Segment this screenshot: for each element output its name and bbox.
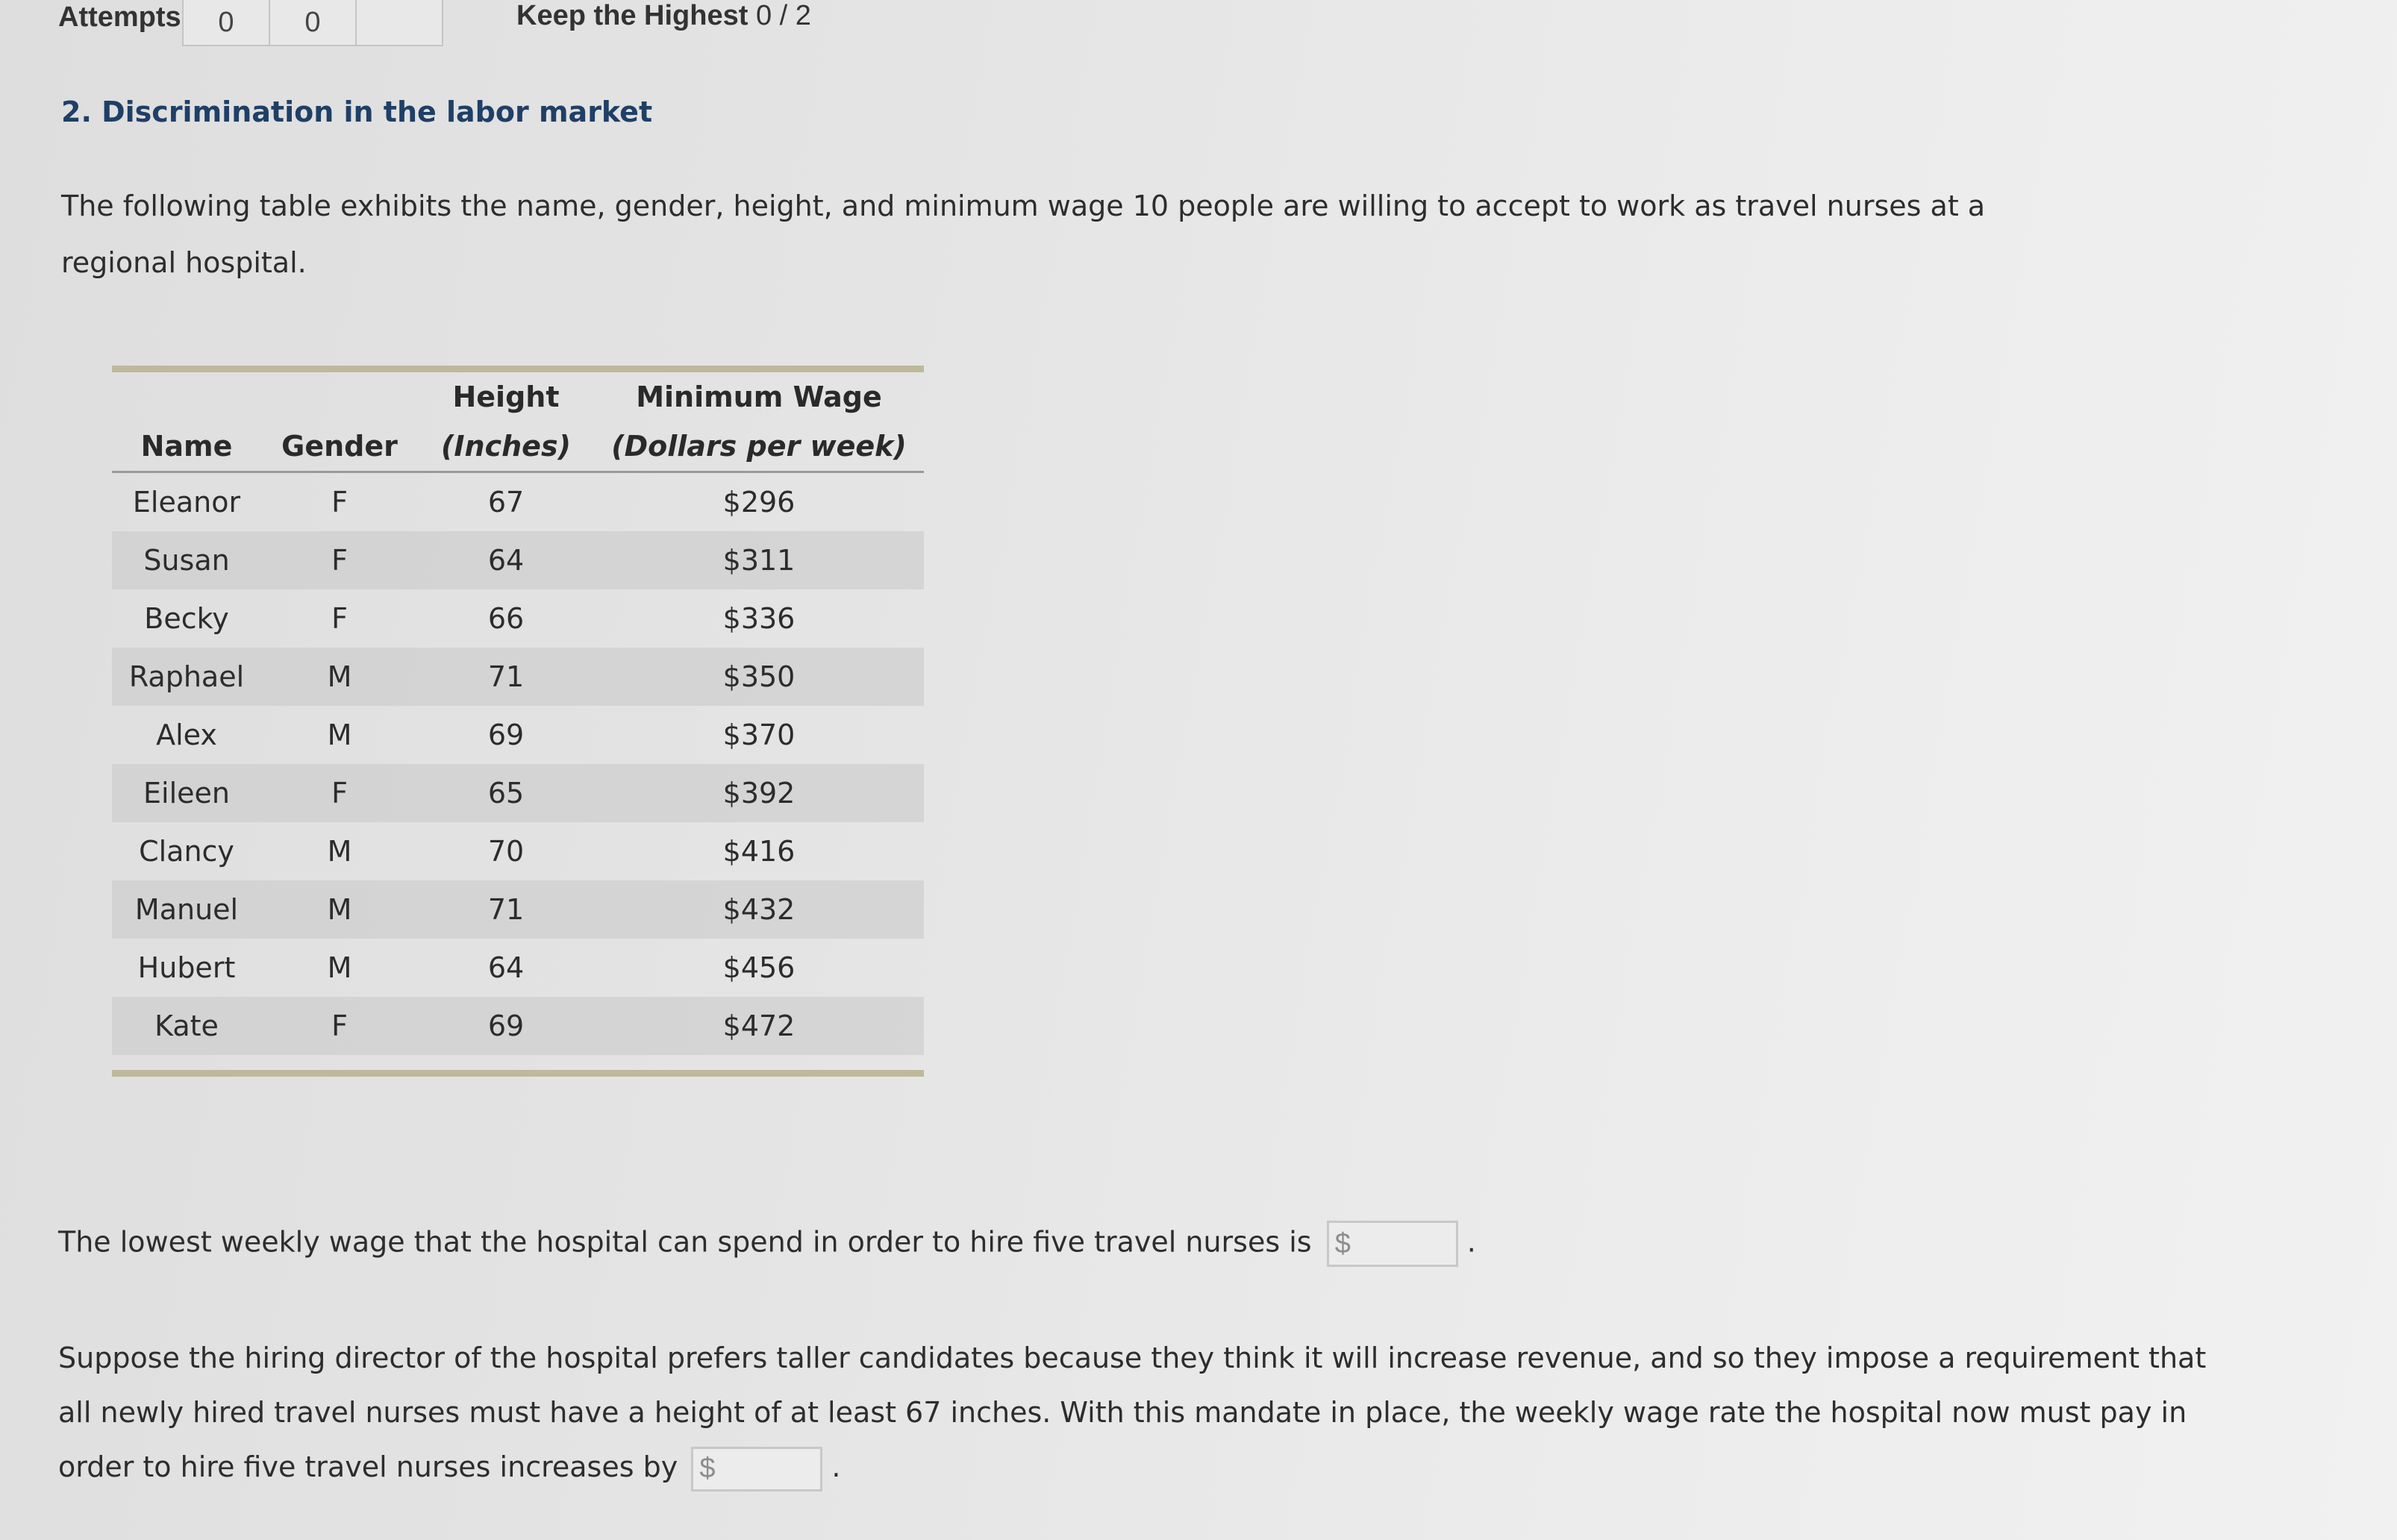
header-top-wage: Minimum Wage [636,381,882,413]
cell-wage: $472 [594,997,924,1055]
table-row [112,822,924,880]
cell-gender: M [327,951,352,984]
header-top-name [112,372,261,422]
cell-wage: $456 [722,951,796,984]
cell-wage: $311 [594,531,924,589]
cell-height: 66 [487,602,525,635]
question-2 [58,1331,2207,1494]
header-top-gender [261,372,418,422]
table-row [112,939,924,997]
cell-height: 64 [418,531,594,589]
cell-name: Eleanor [132,486,241,519]
cell-wage: $296 [722,486,796,519]
question-1-end: . [1466,1225,1476,1259]
table-row [112,706,924,764]
cell-wage: $370 [722,719,796,751]
header-wage-unit: (Dollars per week) [594,422,924,472]
table-row [112,589,924,648]
cell-height: 71 [418,880,594,939]
cell-gender: M [327,719,352,751]
question-1-text: The lowest weekly wage that the hospital can spend in order to hire five travel nurses is [58,1225,1312,1259]
cell-gender: F [331,602,348,635]
attempt-box-3 [355,0,443,46]
cell-wage: $392 [594,764,924,822]
cell-name: Susan [112,531,261,589]
nurse-data-table [112,372,924,1055]
cell-gender: F [261,997,418,1055]
attempt-box-2: 0 [269,0,357,46]
table-row [112,472,924,532]
cell-gender: F [261,531,418,589]
section-title: 2. Discrimination in the labor market [61,96,653,128]
keep-highest-score: 0 / 2 [755,0,811,31]
cell-wage: $432 [594,880,924,939]
cell-name: Clancy [139,835,234,868]
cell-wage: $416 [722,835,796,868]
attempt-box-1: 0 [182,0,270,46]
header-name: Name [112,422,261,472]
cell-height: 65 [418,764,594,822]
table-top-rule [112,366,924,372]
header-height-unit: (Inches) [418,422,594,472]
lowest-wage-input[interactable] [1327,1221,1458,1267]
table-row [112,531,924,589]
header-top-height: Height [452,381,560,413]
cell-gender: F [331,486,348,519]
attempts-label: Attempts [58,1,181,33]
intro-paragraph: The following table exhibits the name, gender, height, and minimum wage 10 people are willing to accept to work as travel nurses at a regional hospital. [61,190,1986,279]
cell-height: 67 [487,486,525,519]
cell-gender: F [261,764,418,822]
cell-gender: M [261,880,418,939]
cell-height: 70 [487,835,525,868]
cell-name: Raphael [112,648,261,706]
dollar-prefix: $ [1334,1227,1351,1259]
header-gender: Gender [261,422,418,472]
cell-height: 69 [418,997,594,1055]
table-row [112,997,924,1055]
cell-name: Eileen [112,764,261,822]
keep-highest-text: Keep the Highest [516,0,749,31]
cell-name: Hubert [137,951,236,984]
table-bottom-rule [112,1070,924,1077]
cell-name: Kate [112,997,261,1055]
question-1 [58,1221,1476,1267]
cell-gender: M [261,648,418,706]
table-row [112,880,924,939]
cell-name: Manuel [112,880,261,939]
question-2-end: . [831,1450,841,1483]
question-2-text: Suppose the hiring director of the hospital prefers taller candidates because they think it will increase revenue, and so they impose a requirement that all newly hired travel nurses must have a height of at least 67 inches. With this mandate in place, the weekly wage rate the hospital now must pay in order to hire five travel nurses increases by [58,1342,2207,1483]
cell-wage: $350 [594,648,924,706]
cell-name: Alex [156,719,217,751]
table-row [112,764,924,822]
cell-height: 71 [418,648,594,706]
dollar-prefix: $ [699,1453,716,1484]
table-row [112,648,924,706]
cell-height: 64 [487,951,525,984]
cell-name: Becky [144,602,229,635]
cell-wage: $336 [722,602,796,635]
keep-highest-label [516,0,811,32]
cell-gender: M [327,835,352,868]
nurse-table [112,366,924,1077]
wage-increase-input[interactable] [691,1447,822,1492]
cell-height: 69 [487,719,525,751]
